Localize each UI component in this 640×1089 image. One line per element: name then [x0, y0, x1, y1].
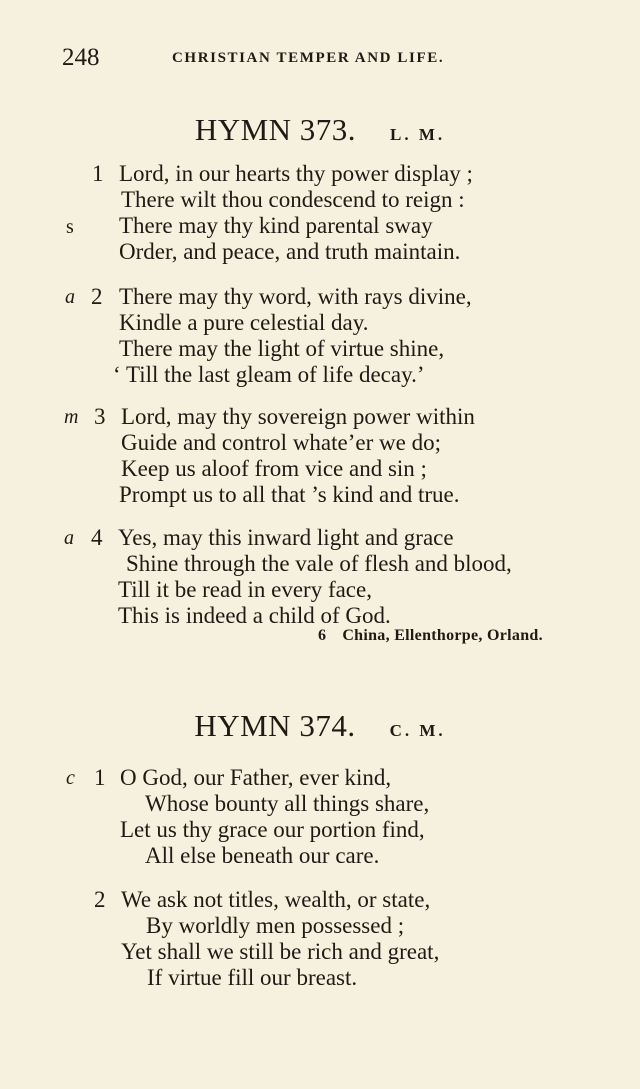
- stanza-number: 2: [94, 887, 106, 912]
- verse-line: By worldly men possessed ;: [146, 913, 405, 938]
- verse-line: There may the light of virtue shine,: [119, 336, 445, 361]
- running-title: CHRISTIAN TEMPER AND LIFE.: [172, 50, 445, 66]
- hymn-373-heading: [0, 112, 640, 148]
- verse-line: Prompt us to all that ’s kind and true.: [119, 482, 460, 507]
- verse-line: Yet shall we still be rich and great,: [121, 939, 440, 964]
- verse-line: Keep us aloof from vice and sin ;: [121, 456, 427, 481]
- verse-line: Whose bounty all things share,: [145, 791, 430, 816]
- stanza-number: 1: [94, 765, 106, 790]
- dynamic-mark: s: [66, 216, 74, 238]
- verse-line: Yes, may this inward light and grace: [118, 525, 454, 550]
- verse-line: Shine through the vale of flesh and blood,: [126, 551, 512, 576]
- verse-line: Order, and peace, and truth maintain.: [119, 239, 461, 264]
- running-head: [62, 44, 502, 74]
- verse-line: If virtue fill our breast.: [147, 965, 358, 990]
- verse-line: There may thy kind parental sway: [119, 213, 433, 238]
- verse-line: Kindle a pure celestial day.: [119, 310, 369, 335]
- stanza-number: 4: [91, 525, 103, 550]
- stanza-number: 3: [94, 404, 106, 429]
- page-number: 248: [62, 44, 100, 71]
- verse-line: Lord, in our hearts thy power display ;: [119, 161, 473, 186]
- stanza-number: 1: [92, 161, 104, 186]
- verse-line: Till it be read in every face,: [118, 577, 372, 602]
- tune-reference: [318, 627, 543, 645]
- hymn-meter: C. M.: [389, 721, 446, 740]
- verse-line: All else beneath our care.: [145, 843, 380, 868]
- hymn-meter: L. M.: [390, 125, 446, 144]
- verse-line: This is indeed a child of God.: [118, 603, 391, 628]
- dynamic-mark: a: [64, 527, 74, 549]
- dynamic-mark: m: [64, 406, 79, 428]
- stanza-number: 2: [91, 284, 103, 309]
- hymn-title: HYMN 373.: [194, 112, 357, 147]
- dynamic-mark: c: [66, 767, 75, 789]
- hymn-374-heading: [0, 708, 640, 744]
- verse-line: O God, our Father, ever kind,: [120, 765, 392, 790]
- verse-line: Let us thy grace our portion find,: [120, 817, 425, 842]
- tune-names: China, Ellenthorpe, Orland.: [342, 627, 543, 644]
- verse-line: There may thy word, with rays divine,: [119, 284, 472, 309]
- verse-line: We ask not titles, wealth, or state,: [121, 887, 431, 912]
- tune-number: 6: [318, 627, 327, 644]
- hymn-title: HYMN 374.: [194, 708, 356, 743]
- verse-line: There wilt thou condescend to reign :: [121, 187, 465, 212]
- verse-line: ‘ Till the last gleam of life decay.’: [113, 362, 425, 387]
- verse-line: Lord, may thy sovereign power within: [121, 404, 475, 429]
- verse-line: Guide and control whate’er we do;: [121, 430, 441, 455]
- dynamic-mark: a: [65, 286, 75, 308]
